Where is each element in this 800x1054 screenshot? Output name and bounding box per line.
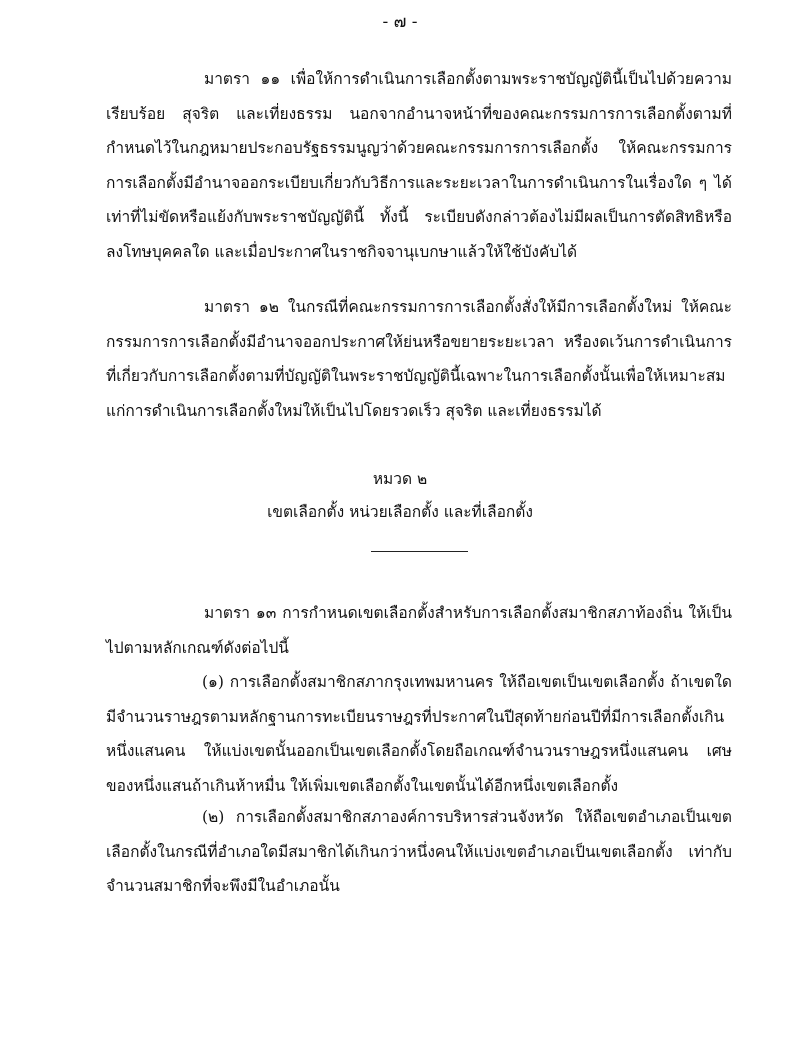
section-13-clause-1: (๑) การเลือกตั้งสมาชิกสภากรุงเทพมหานคร ให้ถือเขตเป็นเขตเลือกตั้ง ถ้าเขตใดมีจำนวนราษฎรตามหลักฐานการทะเบียนราษฎรที่ประกาศในปีสุดท้ายก่อนปีที่มีการเลือกตั้งเกินหนึ่งแสนคน ให้แบ่งเขตนั้นออกเป็นเขตเลือกตั้งโดยถือเกณฑ์จำนวนราษฎรหนึ่งแสนคน เศษของหนึ่งแสนถ้าเกินห้าหมื่น ให้เพิ่มเขตเลือกตั้งในเขตนั้นได้อีกหนึ่งเขตเลือกตั้ง <box>106 673 732 795</box>
section-12: มาตรา ๑๒ ในกรณีที่คณะกรรมการการเลือกตั้งสั่งให้มีการเลือกตั้งใหม่ ให้คณะกรรมการการเลือกตั้งมีอำนาจออกประกาศให้ย่นหรือขยายระยะเวลา หรืองดเว้นการดำเนินการที่เกี่ยวกับการเลือกตั้งตามที่บัญญัติในพระราชบัญญัตินี้เฉพาะในการเลือกตั้งนั้นเพื่อให้เหมาะสมแก่การดำเนินการเลือกตั้งใหม่ให้เป็นไปโดยรวดเร็ว สุจริต และเที่ยงธรรมได้ <box>106 298 732 420</box>
chapter-title: เขตเลือกตั้ง หน่วยเลือกตั้ง และที่เลือกตั้ง <box>267 503 533 521</box>
chapter-divider <box>371 551 468 552</box>
section-13-clause-2: (๒) การเลือกตั้งสมาชิกสภาองค์การบริหารส่วนจังหวัด ให้ถือเขตอำเภอเป็นเขตเลือกตั้งในกรณีที่อำเภอใดมีสมาชิกได้เกินกว่าหนึ่งคนให้แบ่งเขตอำเภอเป็นเขตเลือกตั้ง เท่ากับจำนวนสมาชิกที่จะพึงมีในอำเภอนั้น <box>106 808 732 895</box>
page-number: - ๗ - <box>382 12 418 32</box>
section-13: มาตรา ๑๓ การกำหนดเขตเลือกตั้งสำหรับการเลือกตั้งสมาชิกสภาท้องถิ่น ให้เป็นไปตามหลักเกณฑ์ดังต่อไปนี้ <box>106 604 732 657</box>
section-11: มาตรา ๑๑ เพื่อให้การดำเนินการเลือกตั้งตามพระราชบัญญัตินี้เป็นไปด้วยความเรียบร้อย สุจริต และเที่ยงธรรม นอกจากอำนาจหน้าที่ของคณะกรรมการการเลือกตั้งตามที่กำหนดไว้ในกฎหมายประกอบรัฐธรรมนูญว่าด้วยคณะกรรมการการเลือกตั้ง ให้คณะกรรมการการเลือกตั้งมีอำนาจออกระเบียบเกี่ยวกับวิธีการและระยะเวลาในการดำเนินการในเรื่องใด ๆ ได้เท่าที่ไม่ขัดหรือแย้งกับพระราชบัญญัตินี้ ทั้งนี้ ระเบียบดังกล่าวต้องไม่มีผลเป็นการตัดสิทธิหรือลงโทษบุคคลใด และเมื่อประกาศในราชกิจจานุเบกษาแล้วให้ใช้บังคับได้ <box>106 70 732 261</box>
chapter-number: หมวด ๒ <box>372 470 428 488</box>
